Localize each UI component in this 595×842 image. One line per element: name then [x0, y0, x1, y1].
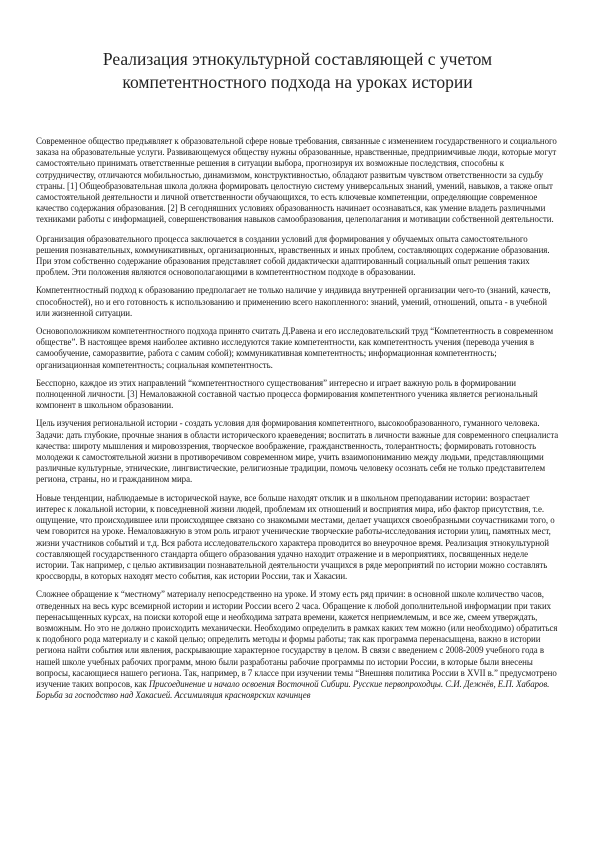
- paragraph-7: Новые тенденции, наблюдаемые в исторической науке, все больше находят отклик и в школьном преподавании истории: возрастает интерес к локальной истории, к повседневной жизни людей, проблемам их отношений и восприятия мира, ибо фактор присутствия, т.е. ощущение, что происходившее или происходящее связано со знакомыми местами, делает учащихся своеобразными соучастниками того, о чем говорится на уроке. Немаловажную в этом роль играют ученические творческие работы-исследования истории улиц, памятных мест, жизни участников событий и т.д. Вся работа исследовательского характера проводится во внеурочное время. Реализация этнокультурной составляющей государственного стандарта общего образования удачно находит отражение и в мероприятиях, посвященных неделе истории. Так например, с целью активизации познавательной деятельности учащихся в ряде мероприятий по истории можно составлять кроссворды, в которых находят место события, как истории России, так и Хакасии.: [36, 492, 555, 582]
- paragraph-8: [36, 589, 559, 701]
- paragraph-8-text: Сложнее обращение к “местному” материалу непосредственно на уроке. И этому есть ряд причин: в основной школе количество часов, отведенных на весь курс всемирной истории и истории России всего 2 часа. Обращение к любой дополнительной информации при таких перенасыщенных курсах, на поиски которой еще и необходима затрата времени, кажется неприемлемым, и все же, смеем утверждать, возможным. Но это не должно происходить механически. Необходимо определить в рамках каких тем можно (или необходимо) обратиться к подобного рода материалу и с какой целью; определить методы и формы работы; так как программа перенасыщена, важно в истории региона найти события или явления, раскрывающие характерное государству в целом. В связи с введением с 2008-2009 учебного года в нашей школе учебных рабочих программ, мною были разработаны рабочие программы по истории России, в которые были внесены вопросы, касающиеся нашего региона. Так, например, в 7 классе при изучении темы “Внешняя политика России в XVII в.” предусмотрено изучение таких вопросов, как: [36, 589, 558, 689]
- paragraph-1: Современное общество предъявляет к образовательной сфере новые требования, связанные с изменением государственного и социального заказа на образовательные услуги. Развивающемуся обществу нужны образованные, нравственные, предприимчивые люди, которые могут самостоятельно принимать ответственные решения в ситуации выбора, прогнозируя их возможные последствия, способны к сотрудничеству, отличаются мобильностью, динамизмом, конструктивностью, обладают развитым чувством ответственности за судьбу страны. [1] Общеобразовательная школа должна формировать целостную систему универсальных знаний, умений, навыков, а также опыт самостоятельной деятельности и личной ответственности обучающихся, то есть ключевые компетенции, определяющие современное качество содержания образования. [2] В сегодняшних условиях образованность начинает осознаваться, как умение владеть различными техниками работы с информацией, совершенствования навыков самообразования, целеполагания и мотивации собственной деятельности.: [36, 136, 557, 225]
- paragraph-5: Бесспорно, каждое из этих направлений “компетентностного существования” интересно и играет важную роль в формировании полноценной личности. [3] Немаловажной составной частью процесса формирования компетентного ученика является региональный компонент в школьном образовании.: [36, 377, 538, 411]
- paragraph-2: Организация образовательного процесса заключается в создании условий для формирования у обучаемых опыта самостоятельного решения познавательных, коммуникативных, организационных, нравственных и иных проблем, составляющих содержание образования. При этом собственно содержание образования представляет собой дидактически адаптированный социальный опыт решения таких проблем. Эти положения являются основополагающими в компетентностном подходе в образовании.: [36, 233, 550, 278]
- paragraph-3: Компетентностный подход к образованию предполагает не только наличие у индивида внутренней организации чего-то (знаний, качеств, способностей), но и его готовность к использованию и применению всего накопленного: знаний, умений, отношений, опыта - в учебной или жизненной ситуации.: [36, 285, 551, 318]
- paragraph-8-italic-topics: Присоединение и начало освоения Восточной Сибири. Русские первопроходцы. С.И. Дежнёв, Е.П. Хабаров. Борьба за господство над Хакасией. Ассимиляция красноярских качинцев: [36, 678, 550, 701]
- paragraph-4: Основоположником компетентностного подхода принято считать Д.Равена и его исследовательский труд “Компетентность в современном обществе”. В настоящее время наиболее активно исследуются такие компетентности, как компетентность учения (перевода учения в самообучение, саморазвитие, работа с самим собой); коммуникативная компетентность; информационная компетентность; организационная компетентность; социальная компетентность.: [36, 326, 554, 370]
- document-title: Реализация этнокультурной составляющей с учетом компетентностного подхода на уроках истории: [102, 49, 493, 92]
- paragraph-6: Цель изучения региональной истории - создать условия для формирования компетентного, высокообразованного, гуманного человека. Задачи: дать глубокие, прочные знания в области исторического краеведения; воспитать в личности важные для современного специалиста качества: широту мышления и мировоззрения, творческое воображение, гражданственность, толерантность; формировать готовность молодежи к самостоятельной жизни в противоречивом современном мире, учить взаимопониманию между людьми, представляющими различные культурные, этнические, лингвистические, религиозные традиции, помочь человеку осознать себя не только представителем региона, страны, но и гражданином мира.: [36, 418, 559, 485]
- document-body: [36, 136, 559, 701]
